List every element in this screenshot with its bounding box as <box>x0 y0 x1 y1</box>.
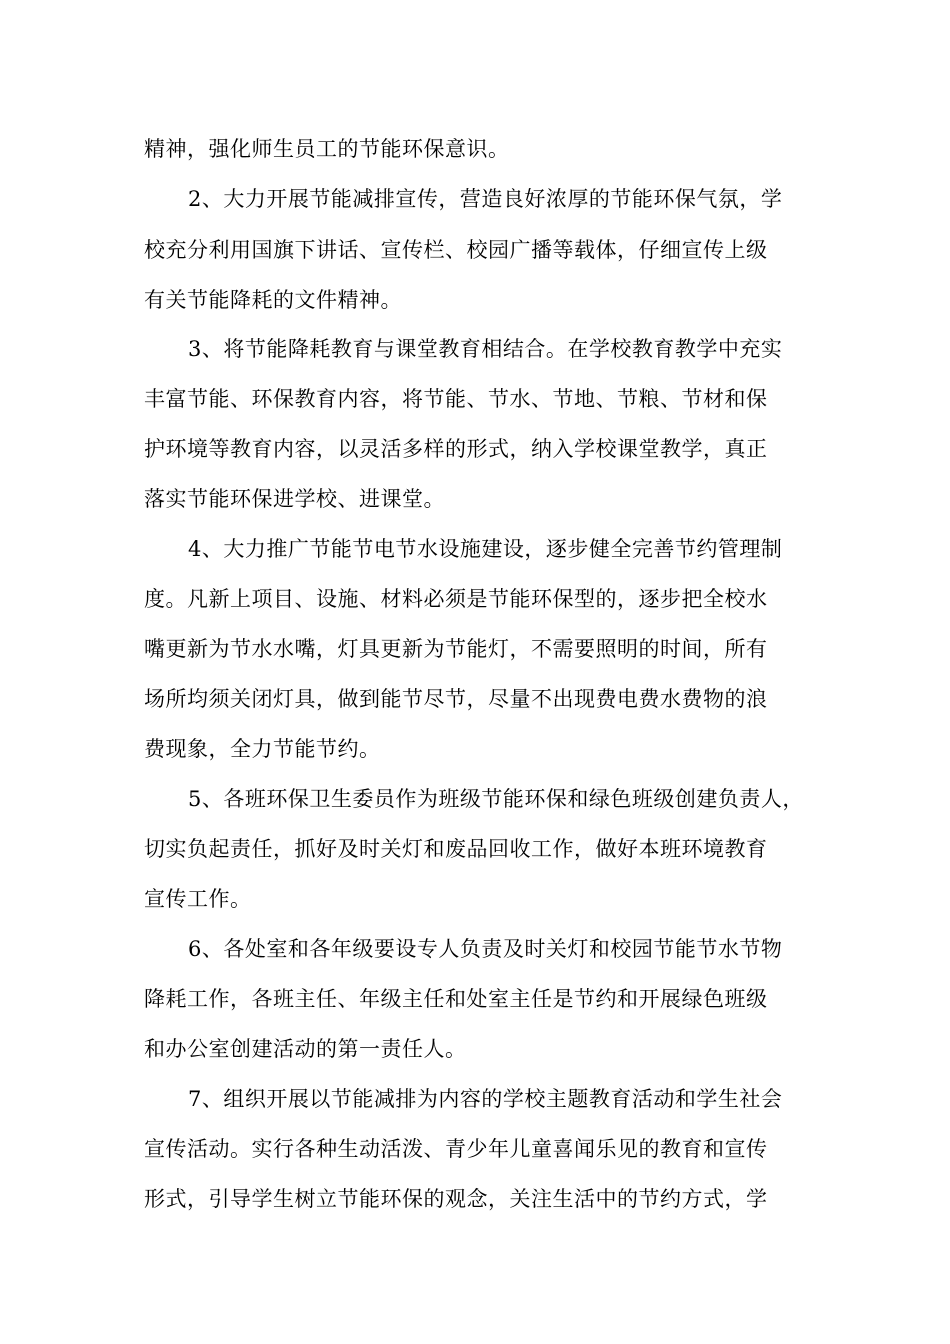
paragraph-2-start: 2、大力开展节能减排宣传，营造良好浓厚的节能环保气氛，学 <box>188 187 783 211</box>
text-line: 嘴更新为节水水嘴，灯具更新为节能灯，不需要照明的时间，所有 <box>144 637 768 661</box>
text-line: 降耗工作，各班主任、年级主任和处室主任是节约和开展绿色班级 <box>144 987 768 1011</box>
text-line: 度。凡新上项目、设施、材料必须是节能环保型的，逐步把全校水 <box>144 587 768 611</box>
text-line: 丰富节能、环保教育内容，将节能、节水、节地、节粮、节材和保 <box>144 387 768 411</box>
text-line: 宣传工作。 <box>144 887 252 911</box>
text-line: 场所均须关闭灯具，做到能节尽节，尽量不出现费电费水费物的浪 <box>144 687 768 711</box>
text-line: 落实节能环保进学校、进课堂。 <box>144 487 445 511</box>
text-line: 切实负起责任，抓好及时关灯和废品回收工作，做好本班环境教育 <box>144 837 768 861</box>
paragraph-6-start: 6、各处室和各年级要设专人负责及时关灯和校园节能节水节物 <box>188 937 783 961</box>
paragraph-3-start: 3、将节能降耗教育与课堂教育相结合。在学校教育教学中充实 <box>188 337 783 361</box>
text-line: 校充分利用国旗下讲话、宣传栏、校园广播等载体，仔细宣传上级 <box>144 238 768 262</box>
text-line: 护环境等教育内容，以灵活多样的形式，纳入学校课堂教学，真正 <box>144 437 768 461</box>
paragraph-7-start: 7、组织开展以节能减排为内容的学校主题教育活动和学生社会 <box>188 1087 783 1111</box>
text-line: 精神，强化师生员工的节能环保意识。 <box>144 137 510 161</box>
text-line: 形式，引导学生树立节能环保的观念，关注生活中的节约方式，学 <box>144 1187 768 1211</box>
paragraph-5-start: 5、各班环保卫生委员作为班级节能环保和绿色班级创建负责人， <box>188 787 804 811</box>
text-line: 费现象，全力节能节约。 <box>144 737 381 761</box>
text-line: 宣传活动。实行各种生动活泼、青少年儿童喜闻乐见的教育和宣传 <box>144 1137 768 1161</box>
text-line: 和办公室创建活动的第一责任人。 <box>144 1037 467 1061</box>
text-line: 有关节能降耗的文件精神。 <box>144 288 402 312</box>
paragraph-4-start: 4、大力推广节能节电节水设施建设，逐步健全完善节约管理制 <box>188 537 783 561</box>
